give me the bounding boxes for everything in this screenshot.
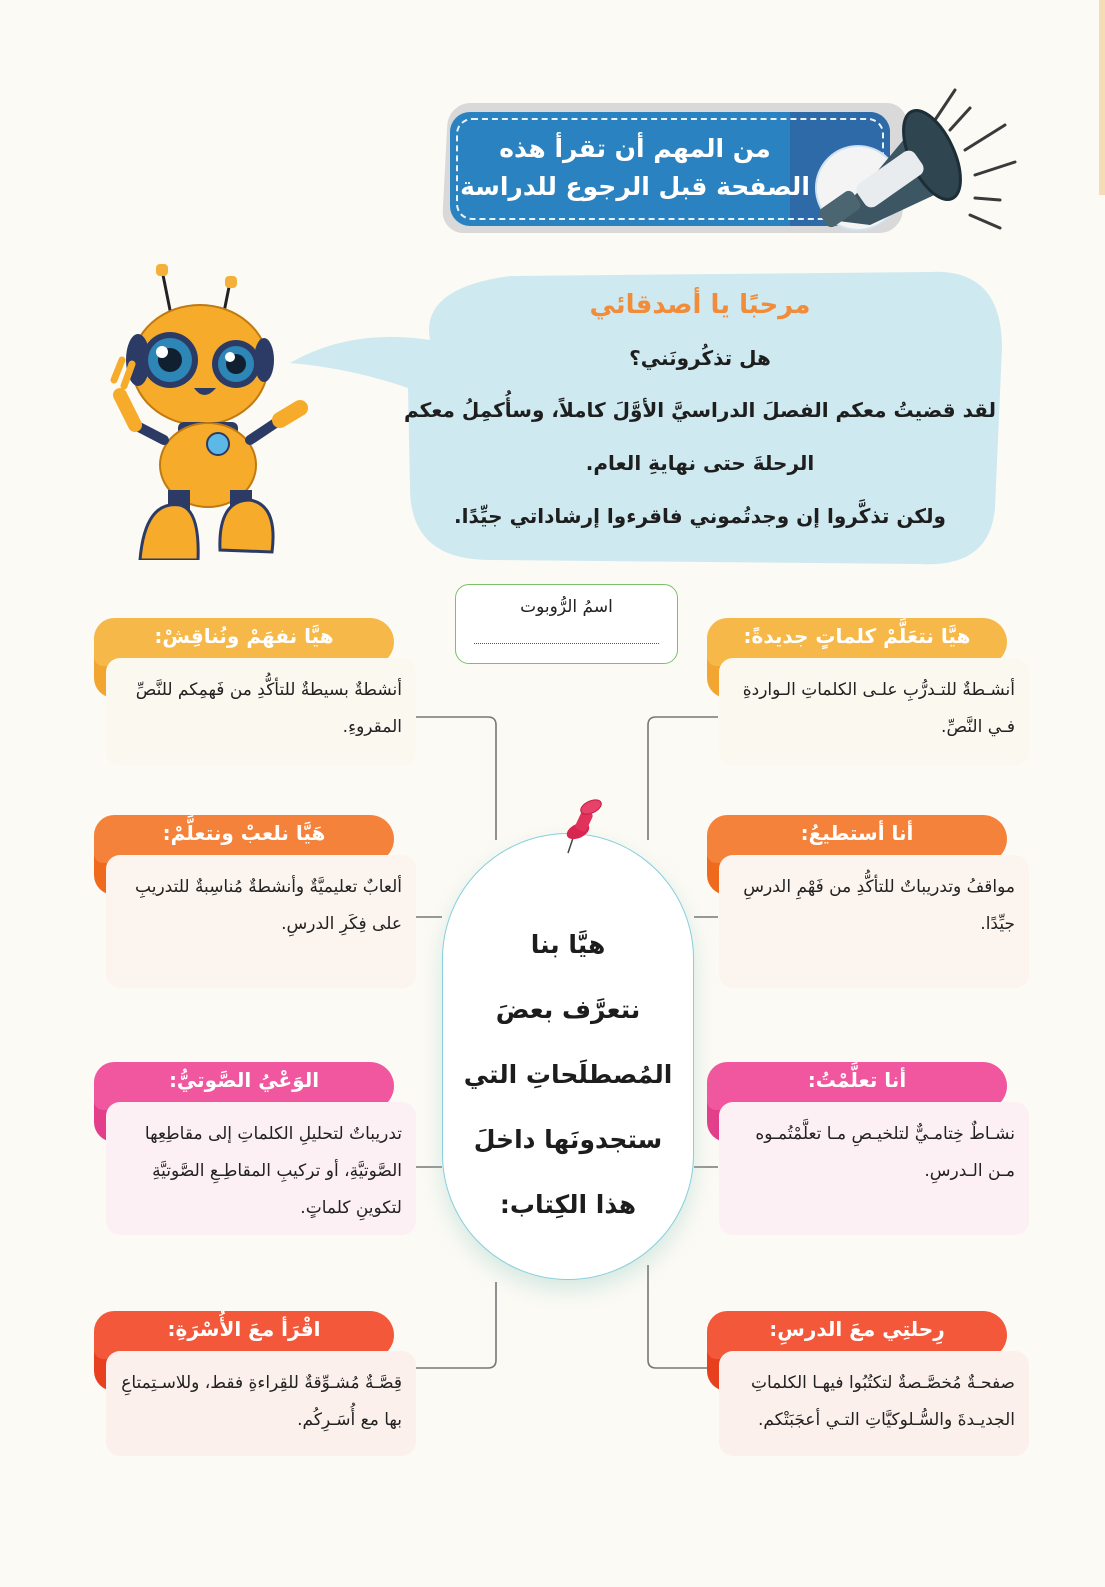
card-title: هيَّا نفهَمْ ونُناقِشْ: — [154, 624, 334, 648]
bubble-line-3: الرحلةَ حتى نهايةِ العام. — [585, 451, 815, 475]
center-text — [443, 912, 693, 1237]
card-description: تدريباتٌ لتحليلِ الكلماتِ إلى مقاطِعِها الصَّوتيَّةِ، أو تركيبِ المقاطِـعِ الصَّوتيَّةِ لتكوينِ كلماتٍ. — [106, 1102, 416, 1235]
card-description: أنشطةٌ بسيطةٌ للتأكُّدِ من فَهمِكم للنَّصِّ المقروءِ. — [106, 658, 416, 766]
center-intro-pill — [442, 833, 694, 1280]
card-title: أنا تعلَّمْتُ: — [807, 1068, 907, 1092]
card-description: قِصَّـةٌ مُشـوِّقةٌ للقِراءةِ فقط، وللاسـتِمتاعِ بها مع أُسَـرِكُم. — [106, 1351, 416, 1456]
pushpin-icon — [560, 795, 610, 855]
card-title: هَيَّا نلعبْ ونتعلَّمْ: — [162, 821, 326, 845]
card-title: أنا أستطيعُ: — [800, 821, 914, 845]
card-description: صفحـةٌ مُخصَّـصةٌ لتكتُبُوا فيهـا الكلماتِ الجديـدةَ والسُّـلوكيَّاتِ التـي أعجَبَتْكم. — [719, 1351, 1029, 1456]
center-line-1: هيَّا بنا — [530, 930, 606, 959]
megaphone-icon — [800, 80, 1020, 240]
card-title: اقْرَأ معَ الأُسْرَةِ: — [167, 1317, 321, 1341]
center-line-5: هذا الكِتاب: — [499, 1190, 637, 1219]
card-title: الوَعْيُ الصَّوتيُّ: — [168, 1068, 320, 1092]
page-edge-strip — [1099, 0, 1105, 195]
bubble-line-1: هل تذكُرونَني؟ — [629, 346, 771, 370]
center-line-3: المُصطلَحاتِ التي — [463, 1060, 673, 1089]
card-title: رِحلتِي معَ الدرسِ: — [769, 1317, 945, 1341]
card-description: ألعابٌ تعليميَّةٌ وأنشطةٌ مُناسِبةٌ للتدريبِ على فِكَرِ الدرسِ. — [106, 855, 416, 988]
bubble-line-2: لقد قضيتُ معكم الفصلَ الدراسيَّ الأوَّلَ كاملاً، وسأُكمِلُ معكم — [403, 398, 997, 422]
card-title: هيَّا نتعَلَّمْ كلماتٍ جديدةً: — [743, 624, 971, 648]
speech-bubble — [400, 268, 1000, 568]
robot-name-input-line[interactable] — [474, 643, 659, 644]
center-line-4: ستجدونَها داخلَ — [473, 1125, 663, 1154]
bubble-title: مرحبًا يا أصدقائي — [589, 290, 811, 320]
banner-line-1: من المهم أن تقرأ هذه — [499, 134, 771, 163]
robot-name-label: اسمُ الرُّوبوت — [520, 597, 613, 617]
robot-name-field[interactable] — [455, 584, 678, 664]
card-description: نشـاطٌ خِتامـيٌّ لتلخيـصِ مـا تعلَّمْتُمـوه مـن الـدرسِ. — [719, 1102, 1029, 1235]
card-description: مواقفُ وتدريباتٌ للتأكُّدِ من فَهْمِ الدرسِ جيِّدًا. — [719, 855, 1029, 988]
card-description: أنشـطةٌ للتـدرُّبِ علـى الكلماتِ الـواردةِ فـي النَّصِّ. — [719, 658, 1029, 766]
bubble-line-4: ولكن تذكَّروا إن وجدتُموني فاقرءوا إرشاداتي جيِّدًا. — [454, 504, 946, 528]
center-line-2: نتعرَّف بعضَ — [495, 995, 641, 1024]
banner-line-2: الصفحة قبل الرجوع للدراسة — [460, 172, 810, 201]
banner-text — [460, 130, 810, 206]
